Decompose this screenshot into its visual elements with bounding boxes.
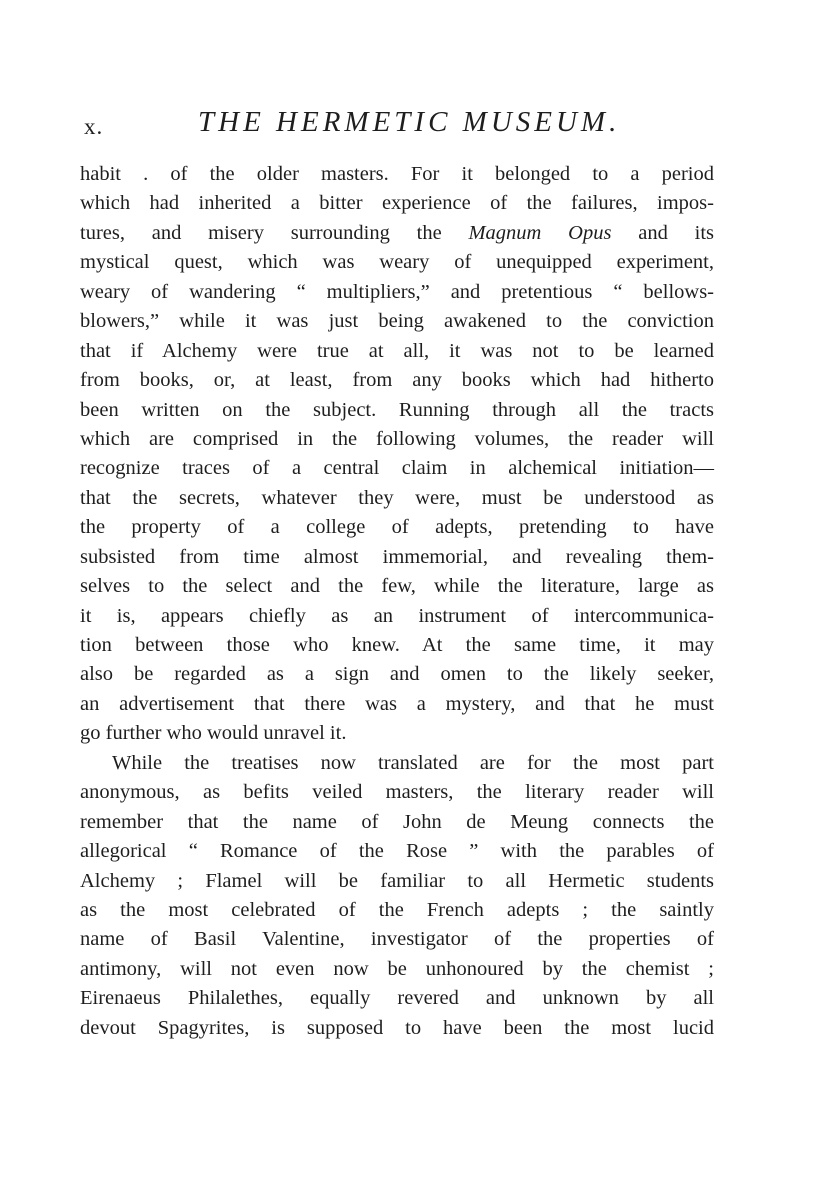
text-line: subsisted from time almost immemorial, and revealing them- bbox=[80, 545, 714, 568]
text-line: an advertisement that there was a mystery, and that he must bbox=[80, 692, 714, 715]
text-line: mystical quest, which was weary of unequipped experiment, bbox=[80, 251, 714, 274]
text-line: as the most celebrated of the French adepts ; the saintly bbox=[80, 898, 714, 921]
text-line: which had inherited a bitter experience of the failures, impos- bbox=[80, 192, 714, 215]
text-line: weary of wandering “ multipliers,” and pretentious “ bellows- bbox=[80, 280, 714, 303]
text-line: that if Alchemy were true at all, it was not to be learned bbox=[80, 339, 714, 362]
text-line: that the secrets, whatever they were, must be understood as bbox=[80, 486, 714, 509]
paragraph-2 bbox=[80, 749, 714, 1043]
text-line-magnum-opus: tures, and misery surrounding the Magnum Opus and its bbox=[80, 221, 714, 244]
paragraph-1 bbox=[80, 160, 714, 749]
text-line: name of Basil Valentine, investigator of the properties of bbox=[80, 928, 714, 951]
running-head bbox=[80, 104, 720, 144]
text-line: selves to the select and the few, while the literature, large as bbox=[80, 575, 714, 598]
text-line: blowers,” while it was just being awakened to the conviction bbox=[80, 310, 714, 333]
text-line: habit . of the older masters. For it belonged to a period bbox=[80, 163, 714, 185]
italic-phrase: Magnum Opus bbox=[468, 221, 612, 244]
text-line: allegorical “ Romance of the Rose ” with the parables of bbox=[80, 840, 714, 863]
text-line: Eirenaeus Philalethes, equally revered and unknown by all bbox=[80, 987, 714, 1010]
text-line: tion between those who knew. At the same time, it may bbox=[80, 634, 714, 656]
text-line: remember that the name of John de Meung connects the bbox=[80, 810, 714, 833]
text-line: been written on the subject. Running through all the tracts bbox=[80, 398, 714, 421]
text-line: the property of a college of adepts, pretending to have bbox=[80, 516, 714, 539]
text-line: also be regarded as a sign and omen to the likely seeker, bbox=[80, 663, 714, 686]
text-line: recognize traces of a central claim in alchemical initiation— bbox=[80, 457, 714, 480]
text-line: While the treatises now translated are for the most part bbox=[112, 751, 714, 774]
text-line: anonymous, as befits veiled masters, the literary reader will bbox=[80, 781, 714, 804]
body-text bbox=[80, 160, 714, 1043]
text-line: from books, or, at least, from any books which had hitherto bbox=[80, 369, 714, 392]
text-line: Alchemy ; Flamel will be familiar to all Hermetic students bbox=[80, 869, 714, 892]
text-line: which are comprised in the following volumes, the reader will bbox=[80, 427, 714, 450]
text-line: it is, appears chiefly as an instrument of intercommunica- bbox=[80, 604, 714, 627]
text-line: devout Spagyrites, is supposed to have been the most lucid bbox=[80, 1016, 714, 1039]
page-number: x. bbox=[84, 114, 104, 139]
page-title: THE HERMETIC MUSEUM. bbox=[198, 106, 621, 138]
text-line: antimony, will not even now be unhonoured by the chemist ; bbox=[80, 957, 714, 980]
text-line: go further who would unravel it. bbox=[80, 722, 347, 745]
